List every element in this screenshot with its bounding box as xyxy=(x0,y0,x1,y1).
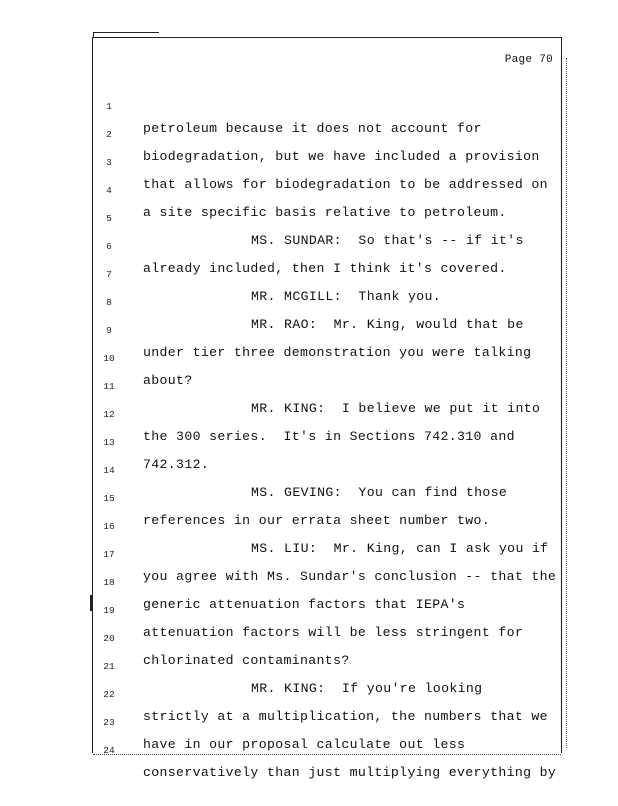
line-text: MR. KING: If you're looking xyxy=(251,681,483,696)
line-number: 24 xyxy=(103,745,115,756)
scan-left-mark xyxy=(90,595,92,611)
line-text: the 300 series. It's in Sections 742.310 and xyxy=(143,429,515,444)
line-number: 8 xyxy=(106,297,112,308)
line-number: 4 xyxy=(106,185,112,196)
line-number: 9 xyxy=(106,325,112,336)
line-text: already included, then I think it's covered. xyxy=(143,261,507,276)
line-text: references in our errata sheet number two. xyxy=(143,513,491,528)
line-text: MS. LIU: Mr. King, can I ask you if xyxy=(251,541,549,556)
line-number: 19 xyxy=(103,605,115,616)
line-text: MS. SUNDAR: So that's -- if it's xyxy=(251,233,524,248)
line-text: 742.312. xyxy=(143,457,210,472)
transcript-line xyxy=(93,74,563,136)
page-number: Page 70 xyxy=(504,54,553,66)
line-number: 13 xyxy=(103,437,115,448)
line-text: MR. RAO: Mr. King, would that be xyxy=(251,317,524,332)
line-number: 1 xyxy=(106,101,112,112)
line-text: generic attenuation factors that IEPA's xyxy=(143,597,466,612)
line-number: 11 xyxy=(103,381,115,392)
line-text: biodegradation, but we have included a provision xyxy=(143,149,540,164)
line-number: 12 xyxy=(103,409,115,420)
line-text: about? xyxy=(143,373,193,388)
line-text: petroleum because it does not account for xyxy=(143,121,482,136)
line-number: 16 xyxy=(103,521,115,532)
scan-edge-mark xyxy=(564,58,567,748)
line-number: 18 xyxy=(103,577,115,588)
line-number: 10 xyxy=(103,353,115,364)
line-text: you agree with Ms. Sundar's conclusion -- that the xyxy=(143,569,557,584)
line-number: 7 xyxy=(106,269,112,280)
line-text: that allows for biodegradation to be addressed on xyxy=(143,177,548,192)
line-number: 17 xyxy=(103,549,115,560)
transcript-page xyxy=(92,37,562,780)
line-number: 5 xyxy=(106,213,112,224)
line-text: chlorinated contaminants? xyxy=(143,653,350,668)
line-text: MR. MCGILL: Thank you. xyxy=(251,289,442,304)
line-number: 2 xyxy=(106,129,112,140)
line-number: 14 xyxy=(103,465,115,476)
page-corner-tab xyxy=(93,32,159,38)
line-text: attenuation factors will be less stringent for xyxy=(143,625,524,640)
line-text: MR. KING: I believe we put it into xyxy=(251,401,541,416)
line-text: MS. GEVING: You can find those xyxy=(251,485,508,500)
line-number: 21 xyxy=(103,661,115,672)
line-number: 20 xyxy=(103,633,115,644)
line-number: 6 xyxy=(106,241,112,252)
line-text: under tier three demonstration you were talking xyxy=(143,345,532,360)
line-text: have in our proposal calculate out less xyxy=(143,737,466,752)
line-text: a site specific basis relative to petroleum. xyxy=(143,205,507,220)
line-text: strictly at a multiplication, the numbers that we xyxy=(143,709,548,724)
line-text: conservatively than just multiplying everything by xyxy=(143,765,557,780)
line-number: 23 xyxy=(103,717,115,728)
line-number: 22 xyxy=(103,689,115,700)
line-number: 3 xyxy=(106,157,112,168)
line-number: 15 xyxy=(103,493,115,504)
